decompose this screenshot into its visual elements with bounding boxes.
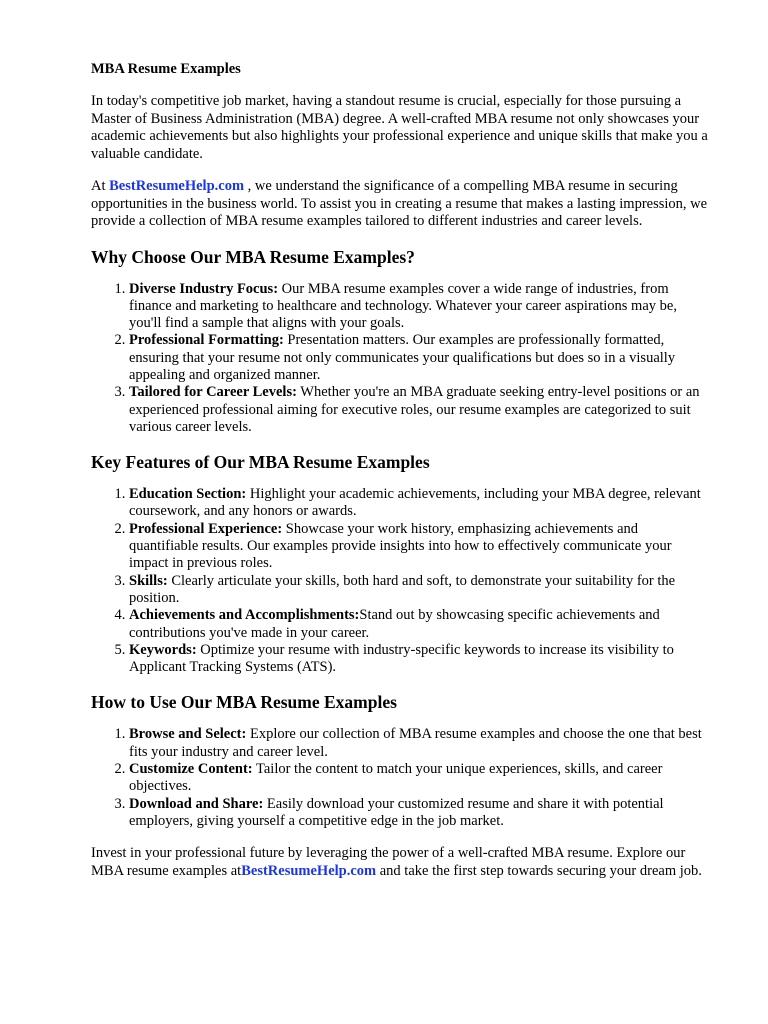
- list-item-term: Achievements and Accomplishments:: [129, 607, 360, 624]
- list-item-term: Skills:: [129, 572, 168, 589]
- list-item: [129, 521, 708, 573]
- list-item-term: Education Section:: [129, 486, 247, 503]
- why-choose-list: [91, 281, 708, 437]
- list-item-text: Stand out by showcasing specific achievements and contributions you've made in your career.: [129, 607, 660, 641]
- list-item: [129, 281, 708, 333]
- closing-paragraph-text: and take the first step towards securing your dream job.: [376, 862, 702, 879]
- list-item: [129, 573, 708, 608]
- list-item-term: Professional Formatting:: [129, 332, 284, 349]
- list-item-term: Diverse Industry Focus:: [129, 280, 279, 297]
- list-item-text: Easily download your customized resume and share it with potential employers, giving yourself a competitive edge in the job market.: [129, 795, 664, 829]
- list-item-text: Clearly articulate your skills, both hard and soft, to demonstrate your suitability for the position.: [129, 572, 676, 606]
- list-item-text: Explore our collection of MBA resume examples and choose the one that best fits your industry and career level.: [129, 726, 702, 760]
- list-item-term: Download and Share:: [129, 795, 264, 812]
- section-heading-key-features: Key Features of Our MBA Resume Examples: [91, 452, 430, 473]
- bestresumehelp-link[interactable]: BestResumeHelp.com: [109, 178, 245, 194]
- how-to-use-list: [91, 726, 708, 830]
- company-paragraph-text: , we understand the significance of a compelling MBA resume in securing opportunities in the business world. To assist you in creating a resume that makes a lasting impression, we provide a collection of MBA resume examples tailored to different industries and career levels.: [91, 178, 708, 229]
- list-item-term: Customize Content:: [129, 761, 253, 778]
- section-heading-why-choose: Why Choose Our MBA Resume Examples?: [91, 246, 415, 267]
- list-item: [129, 607, 708, 642]
- closing-paragraph-lead: Invest in your professional future by leveraging the power of a well-crafted MBA resume. Explore our MBA resume examples at: [91, 845, 686, 879]
- list-item-text: Presentation matters. Our examples are professionally formatted, ensuring that your resume not only communicates your qualifications but does so in a visually appealing and organized manner.: [129, 332, 676, 383]
- list-item-term: Browse and Select:: [129, 726, 247, 743]
- list-item: [129, 726, 708, 761]
- company-paragraph-lead: At: [91, 178, 110, 194]
- list-item-text: Our MBA resume examples cover a wide range of industries, from finance and marketing to healthcare and technology. Whatever your career aspirations may be, you'll find a sample that aligns with your goals.: [129, 280, 677, 332]
- list-item-text: Tailor the content to match your unique experiences, skills, and career objectives.: [129, 761, 663, 795]
- list-item: [129, 332, 708, 384]
- bestresumehelp-link[interactable]: BestResumeHelp.com: [241, 862, 377, 879]
- list-item-text: Showcase your work history, emphasizing achievements and quantifiable results. Our examples provide insights into how to effectively communicate your impact in previous roles.: [129, 520, 672, 572]
- key-features-list: [91, 486, 708, 676]
- list-item-text: Optimize your resume with industry-specific keywords to increase its visibility to Applicant Tracking Systems (ATS).: [129, 641, 674, 676]
- list-item-text: Highlight your academic achievements, including your MBA degree, relevant coursework, and any honors or awards.: [129, 486, 701, 520]
- list-item: [129, 384, 708, 436]
- intro-paragraph: In today's competitive job market, having a standout resume is crucial, especially for those pursuing a Master of Business Administration (MBA) degree. A well-crafted MBA resume not only showcases your academic achievements but also highlights your professional experience and unique skills that make you a valuable candidate.: [91, 93, 708, 162]
- list-item: [129, 796, 708, 831]
- closing-paragraph: [91, 845, 708, 880]
- section-heading-how-to-use: How to Use Our MBA Resume Examples: [91, 692, 397, 713]
- list-item-term: Professional Experience:: [129, 520, 283, 537]
- document-title: MBA Resume Examples: [91, 61, 241, 77]
- list-item-term: Keywords:: [129, 641, 197, 658]
- company-paragraph: [91, 178, 708, 231]
- list-item: [129, 642, 708, 677]
- list-item-text: Whether you're an MBA graduate seeking entry-level positions or an experienced professional aiming for executive roles, our resume examples are categorized to suit various career levels.: [129, 384, 700, 435]
- list-item: [129, 761, 708, 796]
- list-item-term: Tailored for Career Levels:: [129, 384, 297, 401]
- list-item: [129, 486, 708, 521]
